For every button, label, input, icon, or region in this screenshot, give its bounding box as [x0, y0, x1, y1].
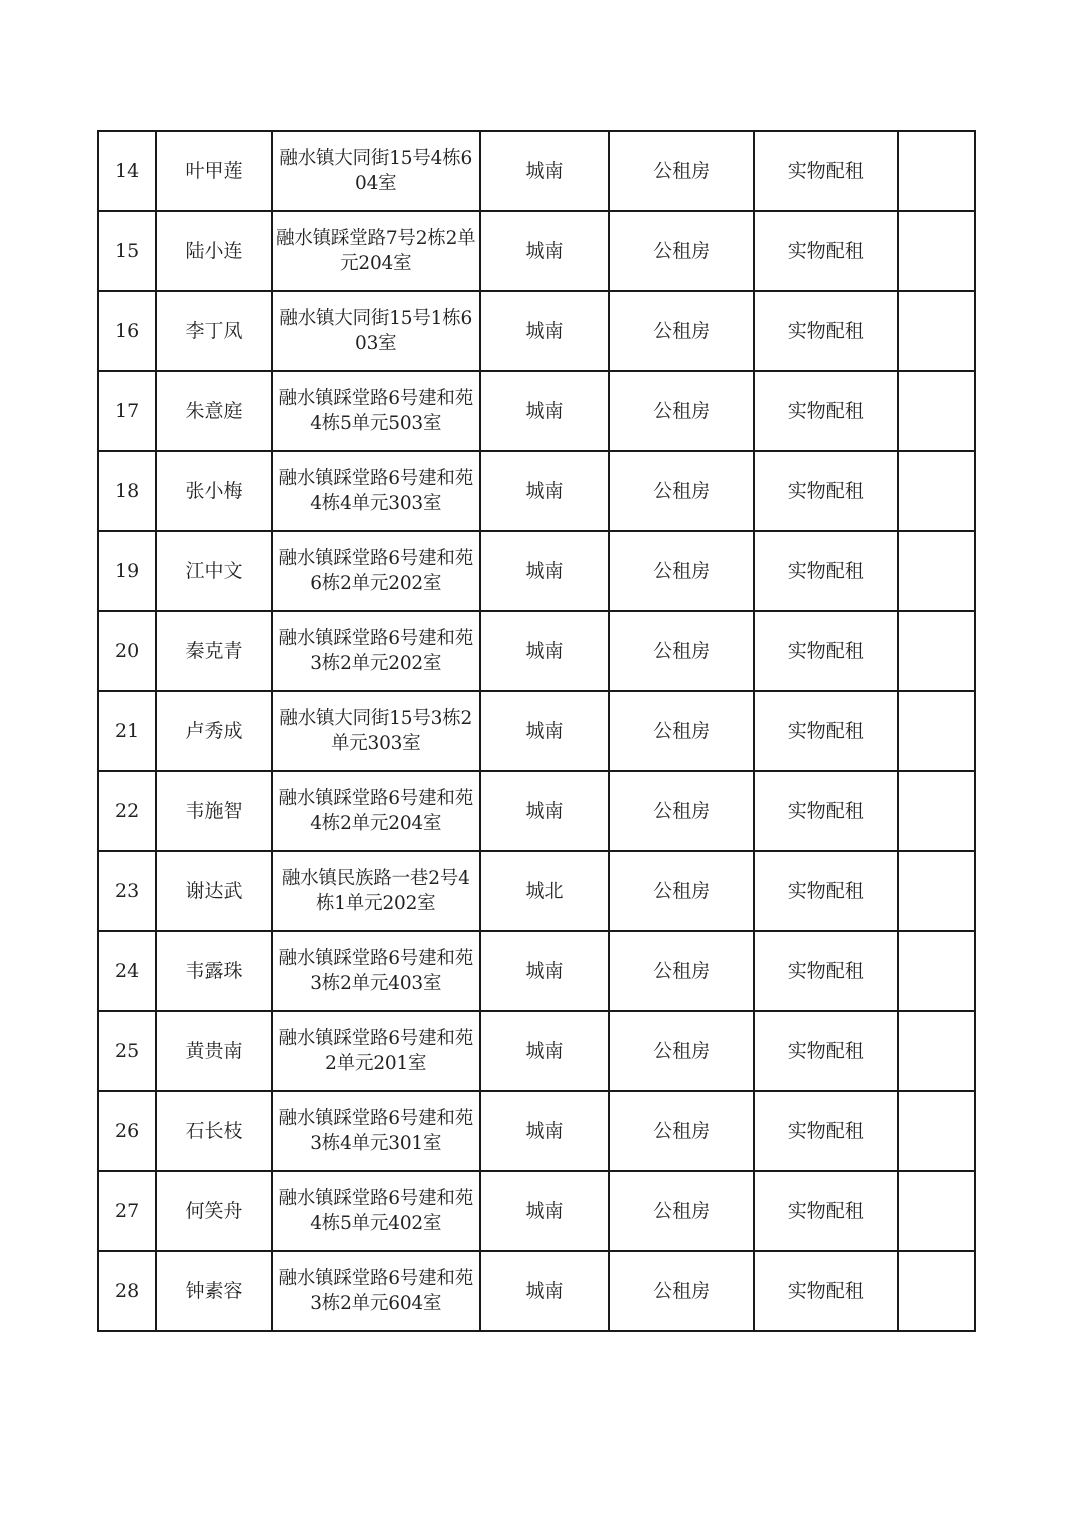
row-number-cell: 28	[98, 1251, 156, 1331]
table-row	[98, 131, 975, 211]
housing-type-cell: 公租房	[609, 931, 754, 1011]
housing-address-cell: 融水镇踩堂路7号2栋2单元204室	[272, 211, 480, 291]
remark-cell	[898, 451, 975, 531]
remark-cell	[898, 1171, 975, 1251]
tenant-name-cell: 韦施智	[156, 771, 272, 851]
allocation-mode-cell: 实物配租	[754, 211, 898, 291]
tenant-name-cell: 秦克青	[156, 611, 272, 691]
row-number-cell: 26	[98, 1091, 156, 1171]
district-cell: 城南	[480, 531, 610, 611]
allocation-table	[97, 130, 976, 1332]
tenant-name-cell: 石长枝	[156, 1091, 272, 1171]
remark-cell	[898, 1251, 975, 1331]
district-cell: 城南	[480, 1251, 610, 1331]
table-row	[98, 771, 975, 851]
tenant-name-cell: 谢达武	[156, 851, 272, 931]
allocation-mode-cell: 实物配租	[754, 1091, 898, 1171]
housing-type-cell: 公租房	[609, 851, 754, 931]
housing-type-cell: 公租房	[609, 1171, 754, 1251]
tenant-name-cell: 叶甲莲	[156, 131, 272, 211]
table-row	[98, 211, 975, 291]
row-number-cell: 16	[98, 291, 156, 371]
allocation-mode-cell: 实物配租	[754, 371, 898, 451]
housing-type-cell: 公租房	[609, 211, 754, 291]
tenant-name-cell: 卢秀成	[156, 691, 272, 771]
allocation-mode-cell: 实物配租	[754, 291, 898, 371]
table-row	[98, 1011, 975, 1091]
allocation-mode-cell: 实物配租	[754, 851, 898, 931]
district-cell: 城南	[480, 931, 610, 1011]
housing-type-cell: 公租房	[609, 691, 754, 771]
tenant-name-cell: 李丁凤	[156, 291, 272, 371]
housing-address-cell: 融水镇踩堂路6号建和苑4栋5单元402室	[272, 1171, 480, 1251]
district-cell: 城南	[480, 771, 610, 851]
tenant-name-cell: 钟素容	[156, 1251, 272, 1331]
tenant-name-cell: 张小梅	[156, 451, 272, 531]
tenant-name-cell: 何笑舟	[156, 1171, 272, 1251]
table-row	[98, 1251, 975, 1331]
housing-address-cell: 融水镇踩堂路6号建和苑6栋2单元202室	[272, 531, 480, 611]
table-row	[98, 371, 975, 451]
remark-cell	[898, 211, 975, 291]
housing-address-cell: 融水镇踩堂路6号建和苑3栋2单元604室	[272, 1251, 480, 1331]
district-cell: 城南	[480, 1091, 610, 1171]
row-number-cell: 15	[98, 211, 156, 291]
table-row	[98, 611, 975, 691]
housing-type-cell: 公租房	[609, 371, 754, 451]
allocation-mode-cell: 实物配租	[754, 1251, 898, 1331]
housing-address-cell: 融水镇踩堂路6号建和苑4栋5单元503室	[272, 371, 480, 451]
district-cell: 城南	[480, 1171, 610, 1251]
housing-address-cell: 融水镇大同街15号4栋604室	[272, 131, 480, 211]
table-row	[98, 531, 975, 611]
remark-cell	[898, 851, 975, 931]
remark-cell	[898, 611, 975, 691]
table-row	[98, 1091, 975, 1171]
housing-address-cell: 融水镇踩堂路6号建和苑3栋4单元301室	[272, 1091, 480, 1171]
table-row	[98, 1171, 975, 1251]
district-cell: 城南	[480, 1011, 610, 1091]
row-number-cell: 24	[98, 931, 156, 1011]
housing-type-cell: 公租房	[609, 1091, 754, 1171]
row-number-cell: 23	[98, 851, 156, 931]
housing-address-cell: 融水镇踩堂路6号建和苑3栋2单元202室	[272, 611, 480, 691]
allocation-mode-cell: 实物配租	[754, 691, 898, 771]
table-row	[98, 851, 975, 931]
row-number-cell: 25	[98, 1011, 156, 1091]
allocation-mode-cell: 实物配租	[754, 611, 898, 691]
housing-address-cell: 融水镇大同街15号3栋2单元303室	[272, 691, 480, 771]
allocation-mode-cell: 实物配租	[754, 931, 898, 1011]
table-row	[98, 291, 975, 371]
housing-type-cell: 公租房	[609, 131, 754, 211]
table-row	[98, 691, 975, 771]
district-cell: 城南	[480, 291, 610, 371]
allocation-mode-cell: 实物配租	[754, 451, 898, 531]
housing-address-cell: 融水镇踩堂路6号建和苑4栋4单元303室	[272, 451, 480, 531]
tenant-name-cell: 江中文	[156, 531, 272, 611]
housing-type-cell: 公租房	[609, 291, 754, 371]
remark-cell	[898, 1091, 975, 1171]
table-row	[98, 931, 975, 1011]
allocation-mode-cell: 实物配租	[754, 1171, 898, 1251]
remark-cell	[898, 131, 975, 211]
remark-cell	[898, 371, 975, 451]
housing-type-cell: 公租房	[609, 611, 754, 691]
housing-type-cell: 公租房	[609, 531, 754, 611]
table-body	[98, 131, 975, 1331]
housing-address-cell: 融水镇踩堂路6号建和苑3栋2单元403室	[272, 931, 480, 1011]
allocation-mode-cell: 实物配租	[754, 771, 898, 851]
district-cell: 城北	[480, 851, 610, 931]
remark-cell	[898, 1011, 975, 1091]
tenant-name-cell: 陆小连	[156, 211, 272, 291]
remark-cell	[898, 691, 975, 771]
table-row	[98, 451, 975, 531]
housing-type-cell: 公租房	[609, 1251, 754, 1331]
row-number-cell: 18	[98, 451, 156, 531]
district-cell: 城南	[480, 371, 610, 451]
housing-address-cell: 融水镇民族路一巷2号4栋1单元202室	[272, 851, 480, 931]
allocation-mode-cell: 实物配租	[754, 1011, 898, 1091]
housing-type-cell: 公租房	[609, 771, 754, 851]
row-number-cell: 14	[98, 131, 156, 211]
housing-address-cell: 融水镇踩堂路6号建和苑4栋2单元204室	[272, 771, 480, 851]
tenant-name-cell: 黄贵南	[156, 1011, 272, 1091]
allocation-mode-cell: 实物配租	[754, 131, 898, 211]
tenant-name-cell: 朱意庭	[156, 371, 272, 451]
row-number-cell: 21	[98, 691, 156, 771]
remark-cell	[898, 771, 975, 851]
district-cell: 城南	[480, 611, 610, 691]
district-cell: 城南	[480, 131, 610, 211]
housing-type-cell: 公租房	[609, 451, 754, 531]
housing-type-cell: 公租房	[609, 1011, 754, 1091]
remark-cell	[898, 291, 975, 371]
row-number-cell: 19	[98, 531, 156, 611]
remark-cell	[898, 531, 975, 611]
remark-cell	[898, 931, 975, 1011]
row-number-cell: 27	[98, 1171, 156, 1251]
row-number-cell: 17	[98, 371, 156, 451]
district-cell: 城南	[480, 691, 610, 771]
housing-address-cell: 融水镇踩堂路6号建和苑2单元201室	[272, 1011, 480, 1091]
allocation-mode-cell: 实物配租	[754, 531, 898, 611]
tenant-name-cell: 韦露珠	[156, 931, 272, 1011]
district-cell: 城南	[480, 211, 610, 291]
district-cell: 城南	[480, 451, 610, 531]
row-number-cell: 20	[98, 611, 156, 691]
housing-address-cell: 融水镇大同街15号1栋603室	[272, 291, 480, 371]
row-number-cell: 22	[98, 771, 156, 851]
